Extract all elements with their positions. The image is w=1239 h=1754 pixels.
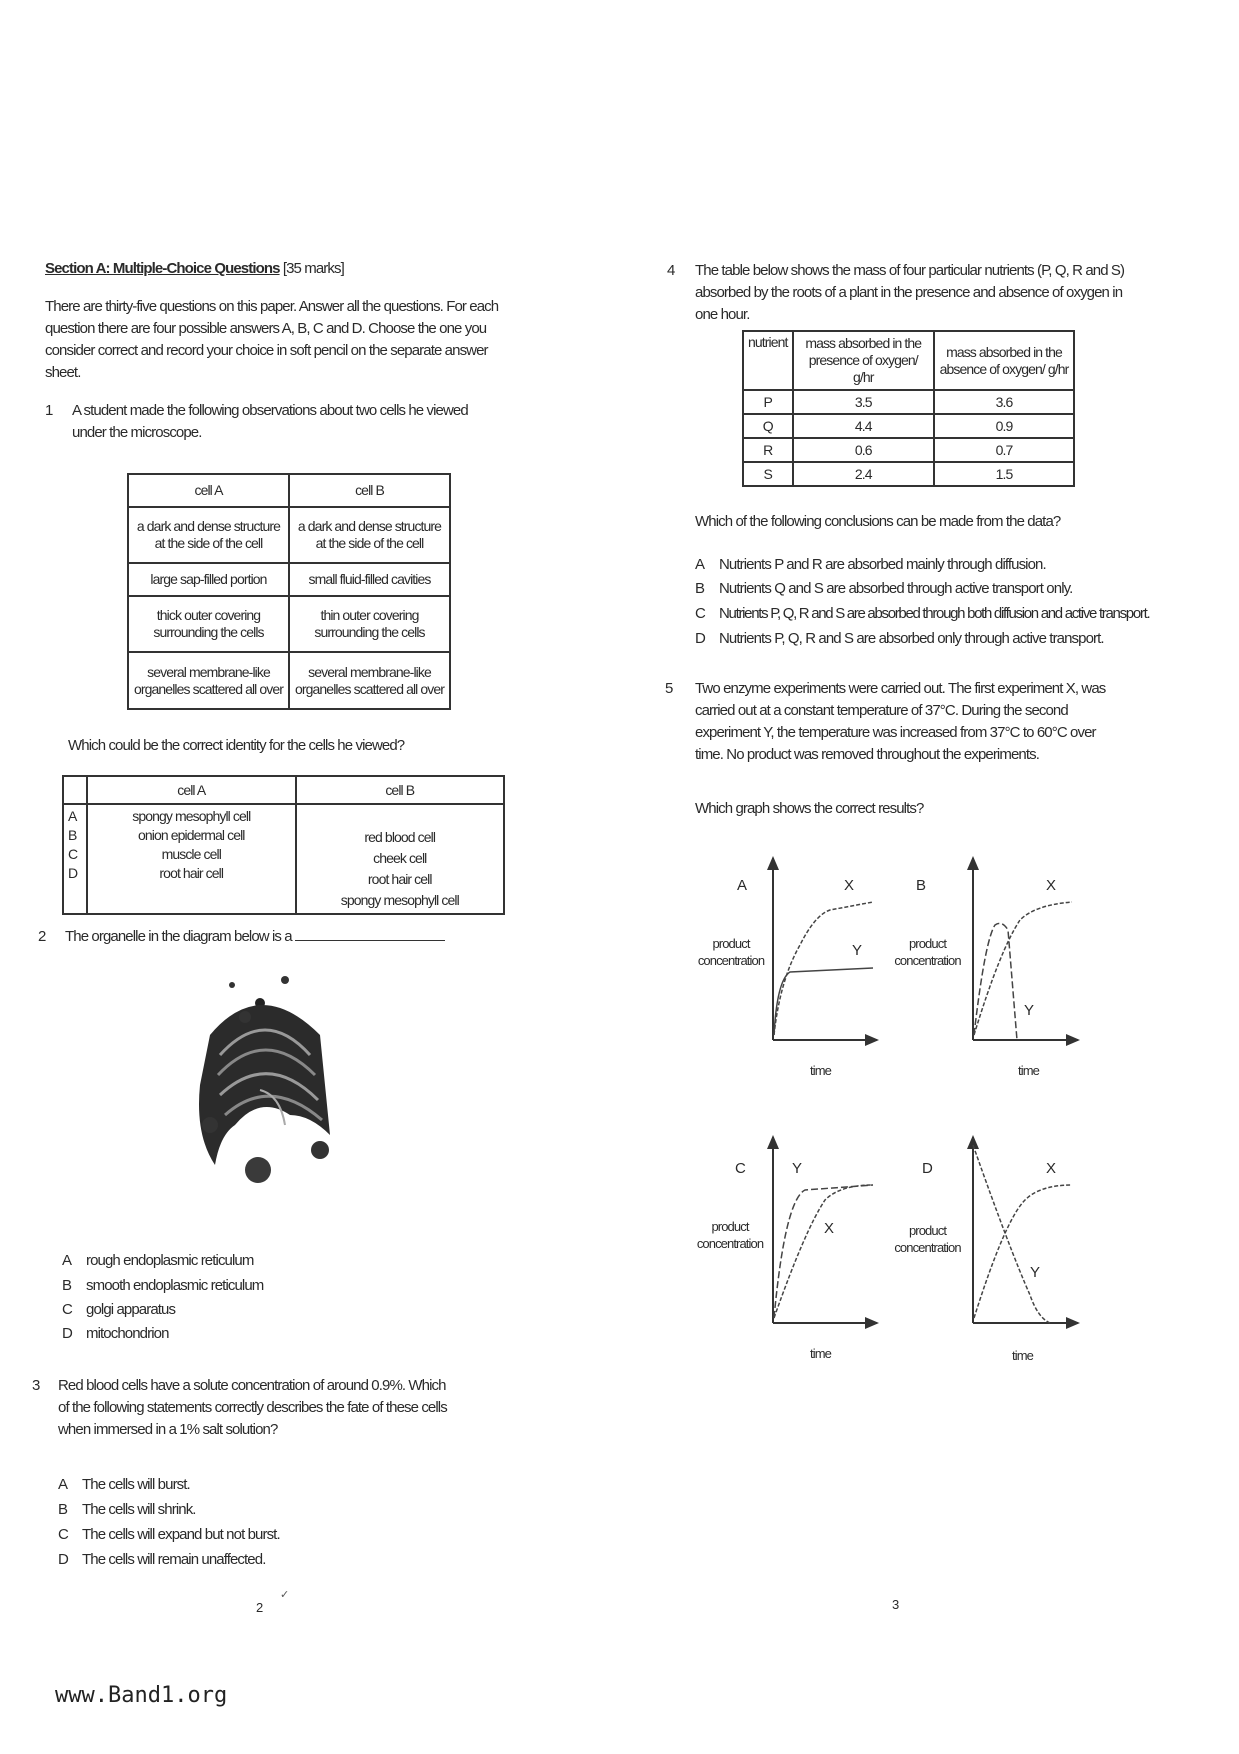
option-b[interactable]: B smooth endoplasmic reticulum [62, 1277, 264, 1294]
golgi-apparatus-diagram [190, 965, 340, 1215]
table-cell: 2.4 [793, 462, 935, 486]
table-cell: R [743, 438, 793, 462]
curve-y [973, 1145, 1050, 1323]
nutrient-table [742, 330, 1075, 487]
table-cell: small fluid-filled cavities [289, 563, 450, 596]
page-number: 3 [892, 1597, 900, 1612]
question-text: The organelle in the diagram below is a [65, 926, 445, 948]
graph-c-ylabel: product concentration [696, 1219, 764, 1251]
graph-a-x-label: X [844, 877, 854, 894]
question-prompt: Which of the following conclusions can be made from the data? [695, 513, 1061, 530]
table-cell: a dark and dense structure at the side of the cell [289, 507, 450, 564]
question-text: Red blood cells have a solute concentration of around 0.9%. Which of the following statements correctly describes the fate of these cells when immersed in a 1% salt solution? [58, 1377, 447, 1438]
option-a[interactable]: A The cells will burst. [58, 1476, 190, 1493]
graph-a-y-label: Y [852, 942, 862, 959]
graph-a-ylabel: product concentration [697, 936, 765, 968]
table-cell: root hair cell [367, 871, 432, 887]
blank-header [63, 776, 87, 804]
table-cell: 0.6 [793, 438, 935, 462]
table-cell: onion epidermal cell [137, 827, 245, 844]
table-cell: S [743, 462, 793, 486]
graph-b-xlabel: time [1018, 1063, 1039, 1078]
curve-x [974, 902, 1072, 1035]
option-b[interactable]: B The cells will shrink. [58, 1501, 196, 1518]
table-cell: 3.6 [934, 390, 1074, 414]
curve-y [974, 923, 1017, 1040]
graph-d-letter: D [922, 1160, 932, 1177]
curve-y [774, 968, 873, 1035]
pencil-mark: ✓ [280, 1589, 290, 1601]
graph-d-ylabel: product concentration [894, 1223, 961, 1255]
question-number: 1 [45, 402, 54, 419]
option-a[interactable]: A rough endoplasmic reticulum [62, 1252, 254, 1269]
table-cell: Q [743, 414, 793, 438]
graph-d-y-label: Y [1030, 1264, 1040, 1281]
curve-x [974, 1185, 1072, 1318]
question-number: 2 [38, 928, 47, 945]
graph-d-xlabel: time [1012, 1348, 1033, 1363]
column-header: nutrient [743, 331, 793, 390]
option-letter: C [68, 846, 78, 863]
table-cell: spongy mesophyll cell [132, 808, 251, 825]
table-cell: several membrane-like organelles scattered all over [289, 652, 450, 709]
instructions: There are thirty-five questions on this paper. Answer all the questions. For each question there are four possible answers A, B, C and D. Choose the one you consider correct and record your choice in soft pencil on the separate answer sheet. [45, 298, 499, 381]
table-cell: a dark and dense structure at the side of the cell [128, 507, 289, 564]
observation-table [127, 473, 451, 710]
table-cell: 1.5 [934, 462, 1074, 486]
table-cell: thin outer covering surrounding the cells [289, 596, 450, 653]
table-cell: large sap-filled portion [128, 563, 289, 596]
table-cell: muscle cell [161, 846, 221, 863]
watermark: www.Band1.org [55, 1683, 228, 1708]
graph-b-y-label: Y [1024, 1002, 1034, 1019]
option-letter: A [68, 808, 77, 825]
question-number: 4 [667, 262, 676, 279]
option-c[interactable]: C golgi apparatus [62, 1301, 176, 1318]
question-number: 3 [32, 1377, 41, 1394]
graph-d[interactable] [973, 1137, 1078, 1323]
option-letter: B [68, 827, 77, 844]
graph-c-letter: C [735, 1160, 745, 1177]
section-title: Section A: Multiple-Choice Questions [35 marks] [45, 260, 344, 277]
graph-a-xlabel: time [810, 1063, 831, 1078]
question-number: 5 [665, 680, 674, 697]
table-cell: spongy mesophyll cell [340, 892, 459, 908]
table-cell: 3.5 [793, 390, 935, 414]
table-cell: cheek cell [373, 850, 427, 866]
table-cell: 0.9 [934, 414, 1074, 438]
answer-blank [295, 940, 445, 941]
column-header: mass absorbed in the absence of oxygen/ g/hr [934, 331, 1074, 390]
question-text: Two enzyme experiments were carried out. The first experiment X, was carried out at a constant temperature of 37°C. During the second experiment Y, the temperature was increased from 37°C to 60°C over time. No product was removed throughout the experiments. [695, 680, 1106, 763]
column-header: mass absorbed in the presence of oxygen/ g/hr [793, 331, 935, 390]
option-d[interactable]: D Nutrients P, Q, R and S are absorbed only through active transport. [695, 630, 1104, 647]
column-header: cell A [128, 474, 289, 507]
question-prompt: Which could be the correct identity for the cells he viewed? [68, 737, 405, 754]
option-c[interactable]: C Nutrients P, Q, R and S are absorbed through both diffusion and active transport. [695, 605, 1150, 622]
option-letter: D [68, 865, 78, 882]
table-cell: root hair cell [159, 865, 224, 882]
table-cell: P [743, 390, 793, 414]
table-cell: red blood cell [364, 829, 436, 845]
question-text: The table below shows the mass of four particular nutrients (P, Q, R and S) absorbed by the roots of a plant in the presence and absence of oxygen in one hour. [695, 262, 1125, 323]
graph-a-letter: A [737, 877, 747, 894]
graph-c-y-label: Y [792, 1160, 802, 1177]
graph-b-ylabel: product concentration [894, 936, 961, 968]
answer-table [62, 775, 505, 915]
option-d[interactable]: D The cells will remain unaffected. [58, 1551, 266, 1568]
option-b[interactable]: B Nutrients Q and S are absorbed through active transport only. [695, 580, 1073, 597]
column-header: cell B [296, 776, 505, 804]
graph-d-x-label: X [1046, 1160, 1056, 1177]
table-cell: thick outer covering surrounding the cells [128, 596, 289, 653]
option-a[interactable]: A Nutrients P and R are absorbed mainly through diffusion. [695, 556, 1046, 573]
column-header: cell B [289, 474, 450, 507]
table-cell: 4.4 [793, 414, 935, 438]
option-c[interactable]: C The cells will expand but not burst. [58, 1526, 280, 1543]
page-number: 2 [256, 1600, 264, 1615]
graph-options [680, 840, 1100, 1410]
graph-c-x-label: X [824, 1220, 834, 1237]
option-d[interactable]: D mitochondrion [62, 1325, 169, 1342]
question-prompt: Which graph shows the correct results? [695, 800, 924, 817]
graph-c-xlabel: time [810, 1346, 831, 1361]
table-cell: 0.7 [934, 438, 1074, 462]
curve-x [774, 1185, 873, 1318]
curve-y [774, 1185, 873, 1318]
table-cell: several membrane-like organelles scattered all over [128, 652, 289, 709]
column-header: cell A [87, 776, 296, 804]
graph-b-letter: B [916, 877, 926, 894]
graph-a[interactable] [773, 858, 877, 1040]
question-text: A student made the following observations about two cells he viewed under the microscope. [72, 402, 468, 441]
graph-b-x-label: X [1046, 877, 1056, 894]
